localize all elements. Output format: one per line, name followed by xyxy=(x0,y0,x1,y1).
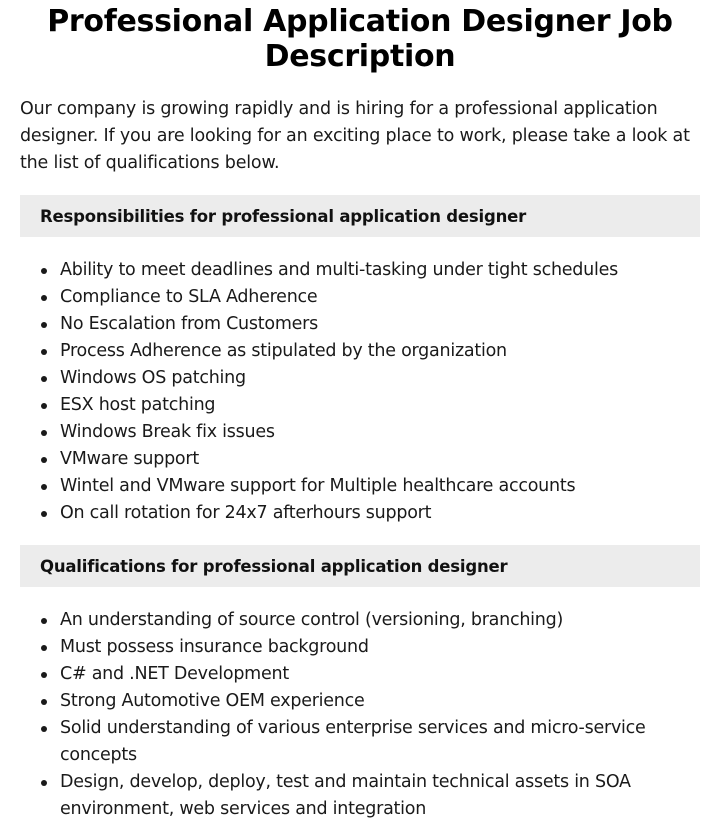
bullet-icon xyxy=(41,672,47,678)
bullet-icon xyxy=(41,403,47,409)
qualifications-heading: Qualifications for professional application designer xyxy=(20,545,700,587)
bullet-icon xyxy=(41,295,47,301)
bullet-icon xyxy=(41,376,47,382)
bullet-icon xyxy=(41,699,47,705)
list-item xyxy=(60,634,700,661)
bullet-icon xyxy=(41,726,47,732)
list-item-text: Windows Break fix issues xyxy=(60,422,275,442)
list-item xyxy=(60,311,700,338)
list-item-text: Design, develop, deploy, test and maintain technical assets in SOA environment, web services and integration xyxy=(60,772,631,819)
list-item-text: Wintel and VMware support for Multiple healthcare accounts xyxy=(60,476,576,496)
bullet-icon xyxy=(41,457,47,463)
bullet-icon xyxy=(41,268,47,274)
list-item-text: On call rotation for 24x7 afterhours support xyxy=(60,503,432,523)
bullet-icon xyxy=(41,618,47,624)
list-item-text: Windows OS patching xyxy=(60,368,246,388)
list-item-text: Ability to meet deadlines and multi-tasking under tight schedules xyxy=(60,260,618,280)
bullet-icon xyxy=(41,645,47,651)
list-item xyxy=(60,284,700,311)
list-item xyxy=(60,419,700,446)
bullet-icon xyxy=(41,430,47,436)
list-item-text: Compliance to SLA Adherence xyxy=(60,287,318,307)
list-item xyxy=(60,769,700,823)
list-item xyxy=(60,392,700,419)
job-description-page xyxy=(0,4,720,823)
list-item xyxy=(60,688,700,715)
intro-paragraph: Our company is growing rapidly and is hiring for a professional application designer. If you are looking for an exciting place to work, please take a look at the list of qualifications below. xyxy=(20,99,690,173)
bullet-icon xyxy=(41,349,47,355)
list-item-text: No Escalation from Customers xyxy=(60,314,318,334)
list-item-text: Must possess insurance background xyxy=(60,637,369,657)
list-item-text: ESX host patching xyxy=(60,395,216,415)
list-item xyxy=(60,446,700,473)
bullet-icon xyxy=(41,484,47,490)
list-item xyxy=(60,500,700,527)
list-item-text: An understanding of source control (versioning, branching) xyxy=(60,610,564,630)
qualifications-list xyxy=(20,607,700,823)
list-item xyxy=(60,715,700,769)
page-title: Professional Application Designer Job Description xyxy=(47,4,673,74)
responsibilities-list xyxy=(20,257,700,527)
bullet-icon xyxy=(41,322,47,328)
list-item-text: Process Adherence as stipulated by the organization xyxy=(60,341,507,361)
bullet-icon xyxy=(41,511,47,517)
list-item xyxy=(60,257,700,284)
list-item-text: VMware support xyxy=(60,449,199,469)
list-item xyxy=(60,473,700,500)
list-item xyxy=(60,365,700,392)
list-item-text: Strong Automotive OEM experience xyxy=(60,691,365,711)
list-item-text: Solid understanding of various enterprise services and micro-service concepts xyxy=(60,718,646,765)
list-item xyxy=(60,661,700,688)
list-item-text: C# and .NET Development xyxy=(60,664,289,684)
list-item xyxy=(60,607,700,634)
bullet-icon xyxy=(41,780,47,786)
responsibilities-heading: Responsibilities for professional application designer xyxy=(20,195,700,237)
list-item xyxy=(60,338,700,365)
